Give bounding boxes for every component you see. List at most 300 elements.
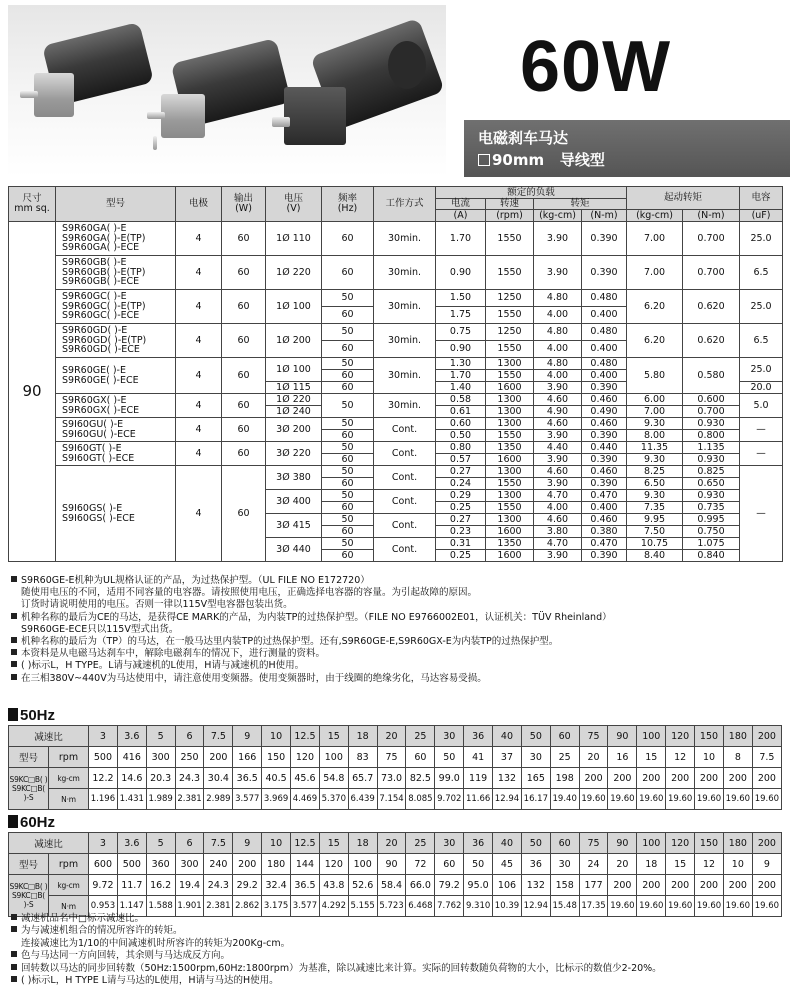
ratio-row-cell: 50 [521,726,550,747]
speed-cell: 1550 [486,478,534,490]
rpm-row-cell: 36 [521,854,550,875]
ratio-row-cell: 90 [608,726,637,747]
ratio-row-cell: 12.5 [291,726,320,747]
rpm-row-cell: 60 [435,854,464,875]
duty-cell: Cont. [374,442,436,466]
rpm-row-cell: 16 [608,747,637,768]
col-poles: 电极 [176,187,222,222]
ratio-row-cell: 6 [175,833,204,854]
voltage-cell: 1Ø 200 [266,324,322,358]
nm-row-cell: 1.147 [117,896,146,917]
freq-cell: 60 [322,478,374,490]
freq-cell: 60 [322,430,374,442]
table-row [9,418,783,430]
torque-kg-cell: 3.90 [534,256,582,290]
current-cell: 0.25 [436,550,486,562]
nm-row [9,789,782,810]
freq-cell: 50 [322,324,374,341]
kg-row-cell: 99.0 [435,768,464,789]
start-kg-cell: 9.30 [627,454,683,466]
nm-row-cell: 1.431 [117,789,146,810]
torque-kg-cell: 4.70 [534,538,582,550]
speed-cell: 1300 [486,466,534,478]
bullet-icon [11,661,17,667]
freq-cell: 50 [322,490,374,502]
start-nm-cell: 0.825 [683,466,740,478]
motor-image-3 [270,35,440,165]
start-kg-cell: 7.00 [627,406,683,418]
kg-row-cell: 24.3 [175,768,204,789]
cap-cell: — [740,466,783,562]
gearhead-notes [8,913,782,987]
current-cell: 0.57 [436,454,486,466]
voltage-cell: 1Ø 100 [266,290,322,324]
poles-cell: 4 [176,358,222,394]
start-nm-cell: 0.840 [683,550,740,562]
torque-kg-cell: 4.70 [534,490,582,502]
freq-cell: 50 [322,418,374,430]
start-kg-cell: 7.35 [627,502,683,514]
speed-cell: 1600 [486,382,534,394]
kg-row-cell: 198 [550,768,579,789]
nm-row-cell: 19.60 [579,789,608,810]
model-names: S9KC□B( ) S9KC□B( )-S [9,875,49,917]
start-nm-cell: 0.700 [683,256,740,290]
col-output: 输出 (W) [222,187,266,222]
model-cell: S9R60GE( )-E S9R60GE( )-ECE [56,358,176,394]
nm-row-cell: 9.702 [435,789,464,810]
freq-cell: 60 [322,526,374,538]
torque-nm-cell: 0.480 [582,324,627,341]
ratio-row-cell: 3.6 [117,833,146,854]
nm-row-cell: 19.60 [752,896,781,917]
nm-label: N·m [49,789,89,810]
gearhead-table-60hz [8,832,782,917]
rpm-row-cell: 50 [435,747,464,768]
rpm-row-cell: 50 [464,854,493,875]
output-cell: 60 [222,442,266,466]
rpm-row-cell: 75 [377,747,406,768]
current-cell: 1.40 [436,382,486,394]
unit-speed: (rpm) [486,210,534,222]
nm-row-cell: 3.577 [291,896,320,917]
col-current: 电流 [436,199,486,210]
rpm-row-cell: 500 [117,854,146,875]
kg-row-cell: 165 [521,768,550,789]
speed-cell: 1300 [486,406,534,418]
start-nm-cell: 0.600 [683,394,740,406]
square-bullet-icon [8,708,18,721]
speed-cell: 1550 [486,502,534,514]
kg-row-cell: 58.4 [377,875,406,896]
torque-nm-cell: 0.390 [582,550,627,562]
duty-cell: 30min. [374,358,436,394]
torque-nm-cell: 0.460 [582,514,627,526]
duty-cell: Cont. [374,538,436,562]
nm-row-cell: 0.953 [89,896,118,917]
freq-cell: 50 [322,394,374,418]
kg-row-cell: 200 [666,768,695,789]
model-label: 型号 [9,854,49,875]
rpm-row-cell: 10 [723,854,752,875]
kg-row-cell: 36.5 [233,768,262,789]
nm-row-cell: 1.196 [89,789,118,810]
current-cell: 0.24 [436,478,486,490]
nm-row-cell: 19.60 [723,896,752,917]
model-label: 型号 [9,747,49,768]
voltage-cell: 3Ø 220 [266,442,322,466]
cap-cell: 5.0 [740,394,783,418]
poles-cell: 4 [176,442,222,466]
freq-cell: 50 [322,442,374,454]
speed-cell: 1300 [486,394,534,406]
nm-row-cell: 3.175 [262,896,291,917]
rpm-row-cell: 144 [291,854,320,875]
note-item: S9R60GE-ECE只以115V型式出货。 [21,623,179,635]
start-kg-cell: 9.30 [627,418,683,430]
nm-row-cell: 19.60 [637,789,666,810]
freq-cell: 60 [322,454,374,466]
model-names: S9KC□B( ) S9KC□B( )-S [9,768,49,810]
kg-row-cell: 158 [550,875,579,896]
cap-cell: 20.0 [740,382,783,394]
model-cell: S9I60GT( )-E S9I60GT( )-ECE [56,442,176,466]
kg-row-cell: 132 [521,875,550,896]
ratio-row-cell: 120 [666,833,695,854]
output-cell: 60 [222,222,266,256]
ratio-row-cell: 180 [723,726,752,747]
torque-nm-cell: 0.390 [582,256,627,290]
duty-cell: Cont. [374,490,436,514]
col-size: 尺寸 mm sq. [9,187,56,222]
banner-line-2 [478,149,605,170]
kg-row-cell: 106 [493,875,522,896]
start-kg-cell: 7.00 [627,256,683,290]
torque-nm-cell: 0.390 [582,222,627,256]
start-kg-cell: 8.40 [627,550,683,562]
square-bullet-icon [8,815,18,828]
note-item: 色与马达同一方向回转，其余则与马达成反方向。 [8,950,782,962]
rpm-row-cell: 37 [493,747,522,768]
ratio-row-cell: 60 [550,833,579,854]
ratio-row-cell: 120 [666,726,695,747]
torque-kg-cell: 4.80 [534,324,582,341]
nm-row-cell: 5.723 [377,896,406,917]
torque-nm-cell: 0.400 [582,502,627,514]
table-row [9,256,783,290]
torque-nm-cell: 0.480 [582,290,627,307]
ratio-row-cell: 150 [695,726,724,747]
kg-row-cell: 20.3 [146,768,175,789]
current-cell: 0.23 [436,526,486,538]
nm-row-cell: 8.085 [406,789,435,810]
torque-kg-cell: 4.90 [534,406,582,418]
ratio-row-cell: 15 [319,833,348,854]
cap-cell: — [740,442,783,466]
freq-cell: 50 [322,290,374,307]
ratio-row-cell: 40 [493,833,522,854]
ratio-row-cell: 200 [752,833,781,854]
col-duty: 工作方式 [374,187,436,222]
kg-row-cell: 65.7 [348,768,377,789]
ratio-row-cell: 200 [752,726,781,747]
nm-row-cell: 6.468 [406,896,435,917]
rpm-row-cell: 45 [493,854,522,875]
ratio-row-cell: 36 [464,726,493,747]
ratio-row [9,833,782,854]
speed-cell: 1550 [486,430,534,442]
model-cell: S9R60GB( )-E S9R60GB( )-E(TP) S9R60GB( )-ECE [56,256,176,290]
output-cell: 60 [222,418,266,442]
start-nm-cell: 0.930 [683,490,740,502]
start-kg-cell: 5.80 [627,358,683,394]
nm-row-cell: 3.969 [262,789,291,810]
torque-kg-cell: 4.00 [534,502,582,514]
start-nm-cell: 0.620 [683,290,740,324]
freq-cell: 60 [322,382,374,394]
kg-row-cell: 45.6 [291,768,320,789]
nm-row-cell: 11.66 [464,789,493,810]
voltage-cell: 1Ø 115 [266,382,322,394]
kg-label: kg-cm [49,768,89,789]
speed-cell: 1550 [486,341,534,358]
square-icon [478,154,490,166]
current-cell: 0.61 [436,406,486,418]
start-nm-cell: 1.075 [683,538,740,550]
rpm-row-cell: 10 [695,747,724,768]
ratio-row-cell: 36 [464,833,493,854]
kg-row-cell: 29.2 [233,875,262,896]
voltage-cell: 1Ø 240 [266,406,322,418]
nm-row-cell: 19.60 [666,789,695,810]
bullet-icon [11,964,17,970]
nm-row-cell: 3.577 [233,789,262,810]
col-rated-load: 额定的负载 [436,187,627,199]
duty-cell: 30min. [374,324,436,358]
kg-row-cell: 119 [464,768,493,789]
current-cell: 0.31 [436,538,486,550]
current-cell: 0.58 [436,394,486,406]
start-nm-cell: 0.700 [683,222,740,256]
kg-row-cell: 14.6 [117,768,146,789]
nm-row-cell: 4.292 [319,896,348,917]
ratio-row-cell: 10 [262,833,291,854]
nm-row-cell: 10.39 [493,896,522,917]
ratio-row-cell: 30 [435,726,464,747]
note-item: 回转数以马达的同步回转数（50Hz:1500rpm,60Hz:1800rpm）为基准，除以减速比来计算。实际的回转数随负荷物的大小，比标示的数值少2-20%。 [8,963,782,975]
rpm-label: rpm [49,854,89,875]
ratio-label: 减速比 [9,833,89,854]
voltage-cell: 3Ø 400 [266,490,322,514]
ratio-row-cell: 150 [695,833,724,854]
current-cell: 0.27 [436,514,486,526]
ratio-row-cell: 25 [406,833,435,854]
cap-cell: 6.5 [740,324,783,358]
nm-row-cell: 1.588 [146,896,175,917]
freq-cell: 60 [322,256,374,290]
freq-cell: 50 [322,466,374,478]
size-cell: 90 [9,222,56,562]
poles-cell: 4 [176,256,222,290]
speed-cell: 1550 [486,256,534,290]
nm-row-cell: 16.17 [521,789,550,810]
table-row [9,442,783,454]
torque-kg-cell: 4.00 [534,370,582,382]
start-nm-cell: 0.930 [683,418,740,430]
ratio-row-cell: 12.5 [291,833,320,854]
kg-row-cell: 200 [752,768,781,789]
nm-row-cell: 2.989 [204,789,233,810]
kg-row-cell: 200 [579,768,608,789]
torque-nm-cell: 0.460 [582,418,627,430]
current-cell: 0.29 [436,490,486,502]
nm-row-cell: 9.310 [464,896,493,917]
ratio-row-cell: 10 [262,726,291,747]
kg-row-cell: 24.3 [204,875,233,896]
rpm-row-cell: 500 [89,747,118,768]
poles-cell: 4 [176,394,222,418]
col-starting-torque: 起动转矩 [627,187,740,210]
voltage-cell: 1Ø 100 [266,358,322,382]
col-speed: 转速 [486,199,534,210]
poles-cell: 4 [176,222,222,256]
col-voltage: 电压 (V) [266,187,322,222]
nm-row-cell: 2.381 [204,896,233,917]
start-kg-cell: 10.75 [627,538,683,550]
kg-row-cell: 200 [666,875,695,896]
current-cell: 0.25 [436,502,486,514]
table-row [9,358,783,370]
ratio-row-cell: 90 [608,833,637,854]
kg-row-cell: 73.0 [377,768,406,789]
freq-cell: 60 [322,550,374,562]
table-row [9,466,783,478]
rpm-row-cell: 7.5 [752,747,781,768]
cap-cell: — [740,418,783,442]
ratio-row-cell: 20 [377,833,406,854]
ratio-row-cell: 7.5 [204,726,233,747]
current-cell: 0.90 [436,256,486,290]
speed-cell: 1550 [486,222,534,256]
table-row [9,290,783,307]
bullet-icon [11,674,17,680]
rpm-row-cell: 25 [550,747,579,768]
note-item: 减速机品名中□标示减速比。 [8,913,782,925]
ratio-row-cell: 40 [493,726,522,747]
freq-cell: 60 [322,341,374,358]
table-row [9,324,783,341]
rpm-row-cell: 30 [521,747,550,768]
output-cell: 60 [222,394,266,418]
kg-row-cell: 200 [608,875,637,896]
torque-kg-cell: 4.80 [534,290,582,307]
ratio-row-cell: 5 [146,833,175,854]
torque-nm-cell: 0.390 [582,478,627,490]
torque-kg-cell: 3.90 [534,478,582,490]
speed-cell: 1600 [486,454,534,466]
model-cell: S9I60GS( )-E S9I60GS( )-ECE [56,466,176,562]
torque-kg-cell: 4.60 [534,514,582,526]
voltage-cell: 3Ø 380 [266,466,322,490]
rpm-row-cell: 416 [117,747,146,768]
rpm-row-cell: 100 [319,747,348,768]
kg-row-cell: 16.2 [146,875,175,896]
start-kg-cell: 6.20 [627,290,683,324]
nm-row-cell: 1.901 [175,896,204,917]
current-cell: 0.80 [436,442,486,454]
nm-row-cell: 19.60 [666,896,695,917]
note-item: 机种名称的最后为（TP）的马达，在一般马达里内装TP的过热保护型。还有,S9R60GE-E,S9R60GX-E为内装TP的过热保护型。 [8,636,782,648]
torque-kg-cell: 4.60 [534,394,582,406]
unit-torque-kg: (kg-cm) [534,210,582,222]
note-item: 连接减速比为1/10的中间减速机时所容许的转矩为200Kg-cm。 [21,937,291,949]
start-nm-cell: 0.735 [683,502,740,514]
duty-cell: 30min. [374,290,436,324]
ratio-row-cell: 5 [146,726,175,747]
torque-nm-cell: 0.490 [582,406,627,418]
rpm-row-cell: 12 [666,747,695,768]
nm-row-cell: 19.60 [637,896,666,917]
kg-row-cell: 200 [695,875,724,896]
nm-row-cell: 6.439 [348,789,377,810]
ratio-row-cell: 180 [723,833,752,854]
poles-cell: 4 [176,418,222,442]
kg-row-cell: 82.5 [406,768,435,789]
torque-kg-cell: 4.60 [534,418,582,430]
rpm-row-cell: 150 [262,747,291,768]
rpm-row-cell: 20 [579,747,608,768]
torque-kg-cell: 3.90 [534,222,582,256]
rpm-label: rpm [49,747,89,768]
torque-kg-cell: 4.80 [534,358,582,370]
ratio-row-cell: 20 [377,726,406,747]
duty-cell: Cont. [374,514,436,538]
bullet-icon [11,926,17,932]
note-item: ( )标示L，H TYPE。L请与减速机的L使用，H请与减速机的H使用。 [8,660,782,672]
rpm-row-cell: 360 [146,854,175,875]
speed-cell: 1550 [486,307,534,324]
kg-row-cell: 200 [608,768,637,789]
ratio-row-cell: 60 [550,726,579,747]
ratio-row-cell: 18 [348,726,377,747]
kg-row-cell: 132 [493,768,522,789]
kg-row-cell: 32.4 [262,875,291,896]
note-item: 在三相380V~440V为马达使用中，请注意使用变频器。使用变频器时，由于线圈的绝缘劣化，马达容易受损。 [8,673,782,685]
ratio-label: 减速比 [9,726,89,747]
col-capacitor: 电容 [740,187,783,210]
start-nm-cell: 0.700 [683,406,740,418]
note-item: 为与减速机组合的情况所容许的转矩。 [8,925,782,937]
speed-cell: 1350 [486,442,534,454]
speed-cell: 1300 [486,514,534,526]
torque-nm-cell: 0.470 [582,490,627,502]
kg-row-cell: 36.5 [291,875,320,896]
kg-row-cell: 54.8 [319,768,348,789]
current-cell: 0.60 [436,418,486,430]
speed-cell: 1600 [486,526,534,538]
cap-cell: 6.5 [740,256,783,290]
ratio-row-cell: 25 [406,726,435,747]
kg-row-cell: 66.0 [406,875,435,896]
kg-row-cell: 177 [579,875,608,896]
nm-row-cell: 5.155 [348,896,377,917]
unit-capacitor: (uF) [740,210,783,222]
rpm-row-cell: 300 [146,747,175,768]
torque-kg-cell: 3.90 [534,454,582,466]
rpm-row-cell: 15 [637,747,666,768]
kg-row-cell: 19.4 [175,875,204,896]
nm-row-cell: 5.370 [319,789,348,810]
